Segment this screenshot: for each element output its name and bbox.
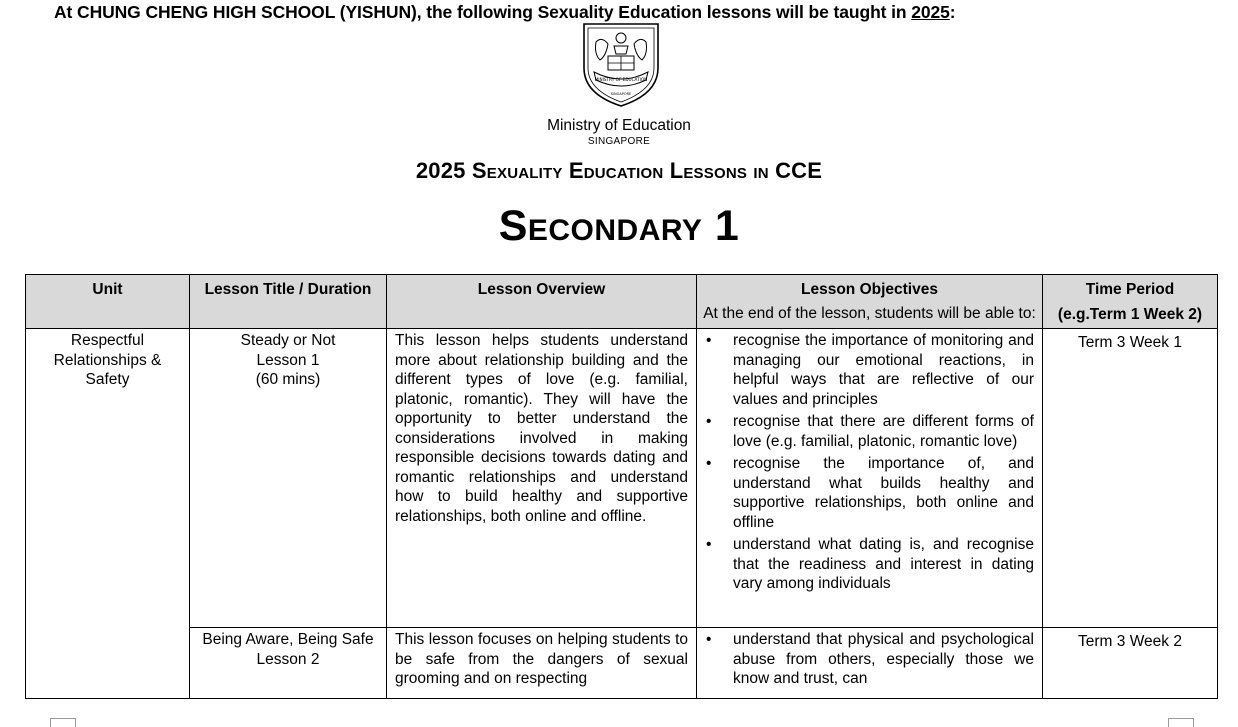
objectives-list [705, 630, 1034, 689]
page-corner-mark-left [50, 718, 76, 727]
objective-item: • understand what dating is, and recognise that the readiness and interest in dating vary among individuals [733, 535, 1034, 594]
crest-ribbon-text: MINISTRY OF EDUCATION [594, 77, 648, 82]
lesson-number: Lesson 2 [256, 650, 320, 668]
lesson-overview-cell: This lesson helps students understand more about relationship building and the different types of love (e.g. familial, platonic, romantic). They will have the opportunity to better understand the considerations involved in making responsible decisions towards dating and romantic relationships and understand how to build healthy and supportive relationships, both online and offline. [387, 329, 697, 628]
announcement-prefix: At CHUNG CHENG HIGH SCHOOL (YISHUN), the following Sexuality Education lessons will be taught in [54, 2, 912, 22]
objective-item: • recognise the importance of monitoring and managing our emotional reactions, in helpful ways that are reflective of our values and principles [733, 331, 1034, 409]
header-time-sub: (e.g.Term 1 Week 2) [1057, 305, 1203, 323]
lessons-table [25, 274, 1218, 699]
lesson-objectives-cell [697, 628, 1043, 699]
objective-item: • recognise the importance of, and understand what builds healthy and supportive relationships, both online and offline [733, 454, 1034, 532]
lesson-number: Lesson 1 [256, 351, 320, 369]
header-lesson-title: Lesson Title / Duration [190, 275, 387, 329]
objective-item: • recognise that there are different forms of love (e.g. familial, platonic, romantic love) [733, 412, 1034, 451]
lesson-duration: (60 mins) [255, 371, 321, 388]
crest-country-text: SINGAPORE [610, 92, 632, 96]
ministry-name: Ministry of Education [547, 117, 691, 134]
lesson-overview-cell: This lesson focuses on helping students to be safe from the dangers of sexual grooming and on respecting [387, 628, 697, 699]
table-row [26, 329, 1218, 628]
header-overview: Lesson Overview [387, 275, 697, 329]
table-header-row [26, 275, 1218, 329]
page-bottom-area [0, 708, 1238, 725]
table-row [26, 628, 1218, 699]
header-objectives [697, 275, 1043, 329]
header-objectives-sub: At the end of the lesson, students will be able to: [703, 304, 1036, 322]
lesson-title-cell [190, 628, 387, 699]
objectives-list [705, 331, 1034, 594]
objective-item: • understand that physical and psychological abuse from others, especially those we know and trust, can [733, 630, 1034, 689]
time-period-cell: Term 3 Week 2 [1043, 628, 1218, 699]
announcement-suffix: : [949, 2, 956, 22]
lesson-title-cell [190, 329, 387, 628]
time-period-cell: Term 3 Week 1 [1043, 329, 1218, 628]
header-objectives-label: Lesson Objectives [801, 281, 938, 298]
header-unit: Unit [26, 275, 190, 329]
school-announcement [54, 2, 956, 23]
document-subtitle: Secondary 1 [498, 202, 740, 250]
document-title: 2025 Sexuality Education Lessons in CCE [415, 158, 823, 183]
moe-crest-logo [578, 20, 664, 108]
ministry-country: SINGAPORE [587, 136, 651, 147]
unit-cell: Respectful Relationships & Safety [26, 329, 190, 699]
lesson-title: Steady or Not [240, 332, 336, 349]
page-corner-mark-right [1168, 718, 1194, 727]
header-time-period [1043, 275, 1218, 329]
lesson-title: Being Aware, Being Safe [202, 631, 374, 648]
announcement-year: 2025 [911, 2, 950, 22]
lesson-objectives-cell [697, 329, 1043, 628]
header-time-label: Time Period [1085, 281, 1175, 298]
